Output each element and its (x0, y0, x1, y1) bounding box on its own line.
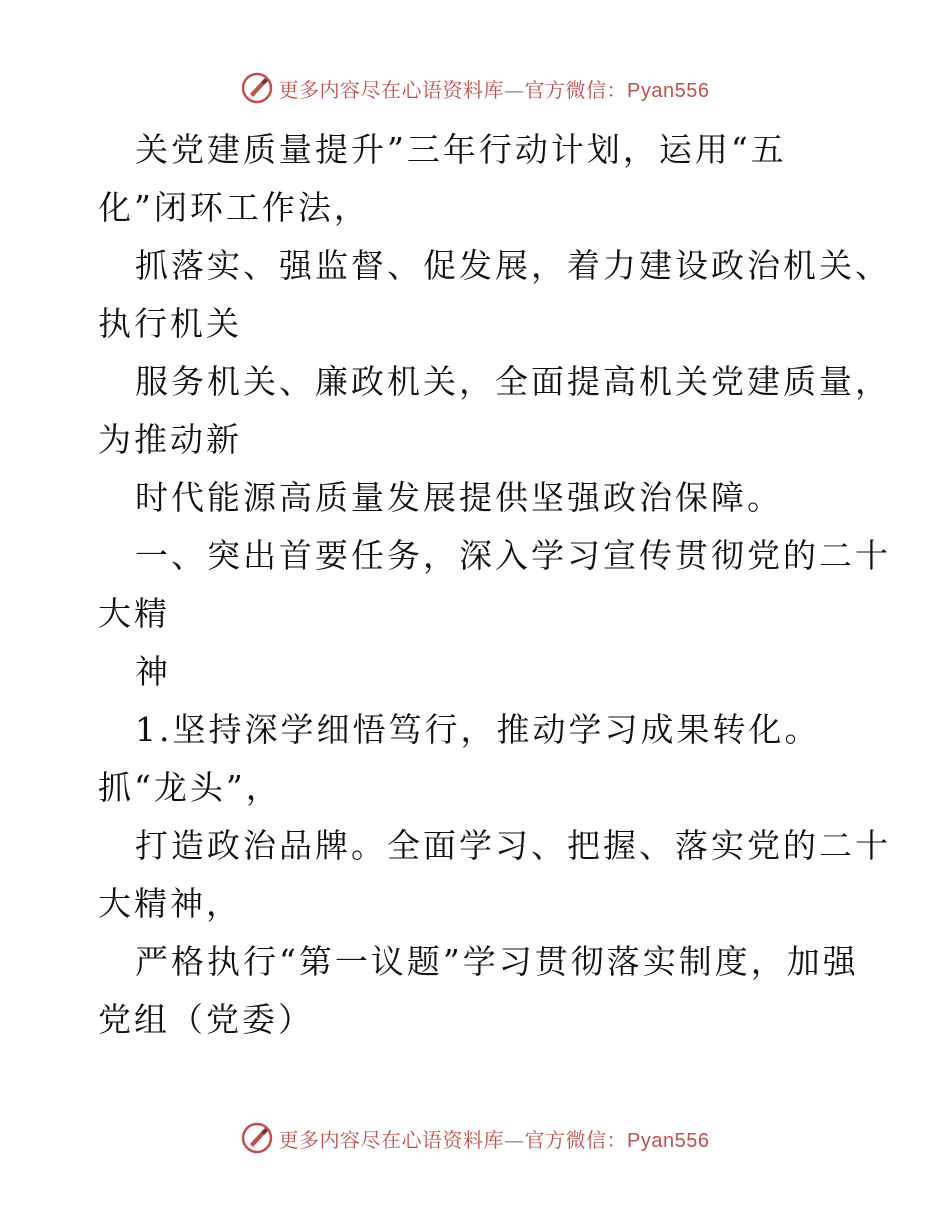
body-line: 严格执行“第一议题”学习贯彻落实制度，加强 (135, 942, 859, 981)
body-line: 执行机关 (98, 304, 242, 343)
section-heading-cont: 大精 (98, 594, 170, 633)
body-line: 为推动新 (98, 420, 242, 459)
body-line: 关党建质量提升”三年行动计划，运用“五 (135, 130, 787, 169)
section-heading: 一、突出首要任务，深入学习宣传贯彻党的二十 (135, 536, 891, 575)
footer-watermark (0, 1122, 950, 1154)
subheading: 1.坚持深学细悟笃行，推动学习成果转化。 (135, 710, 821, 749)
body-line: 抓“龙头”， (98, 768, 282, 807)
pen-logo-icon (241, 1122, 273, 1154)
body-line: 大精神， (98, 884, 242, 923)
footer-wechat-label: 官方微信： (524, 1127, 628, 1152)
section-heading-cont: 神 (135, 652, 171, 691)
body-line: 服务机关、廉政机关，全面提高机关党建质量， (135, 362, 891, 401)
footer-separator: — (504, 1127, 525, 1152)
body-line: 打造政治品牌。全面学习、把握、落实党的二十 (135, 826, 891, 865)
footer-watermark-text (279, 1124, 710, 1153)
header-watermark-text (279, 74, 710, 103)
body-line: 抓落实、强监督、促发展，着力建设政治机关、 (135, 246, 891, 285)
footer-wechat-id: Pyan556 (627, 1129, 710, 1152)
header-separator: — (504, 77, 525, 102)
footer-watermark-label: 更多内容尽在心语资料库 (278, 1127, 505, 1152)
body-line: 党组（党委） (98, 1000, 314, 1039)
pen-logo-icon (241, 72, 273, 104)
body-line: 时代能源高质量发展提供坚强政治保障。 (135, 478, 783, 517)
header-watermark-label: 更多内容尽在心语资料库 (278, 77, 505, 102)
header-wechat-label: 官方微信： (524, 77, 628, 102)
header-watermark (0, 72, 950, 104)
header-wechat-id: Pyan556 (627, 79, 710, 102)
body-line: 化”闭环工作法， (98, 188, 370, 227)
